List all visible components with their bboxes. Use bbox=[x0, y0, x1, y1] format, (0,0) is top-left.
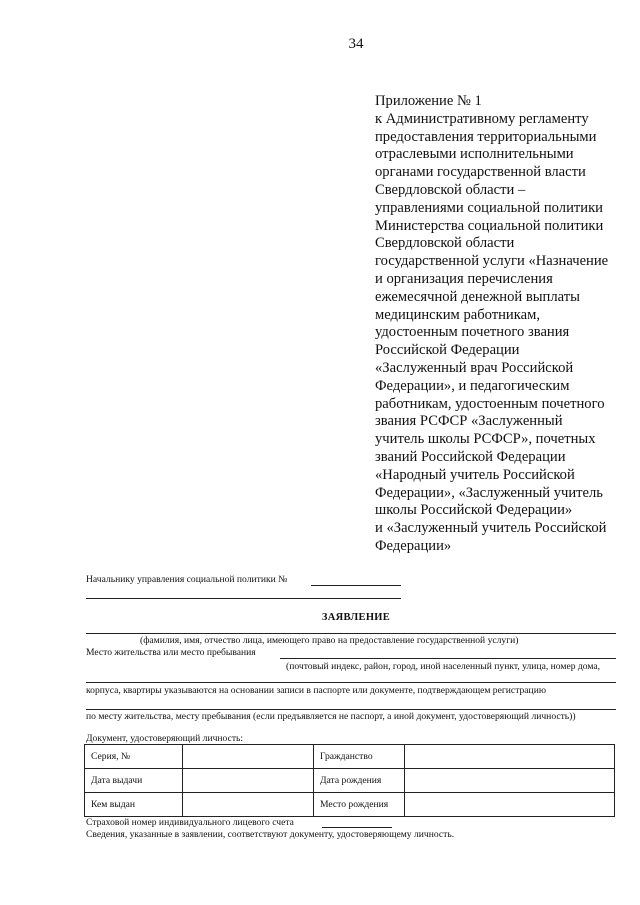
appendix-header bbox=[375, 93, 635, 556]
citizenship-field[interactable] bbox=[405, 745, 615, 769]
appendix-line: отраслевыми исполнительными bbox=[375, 146, 574, 163]
issue-date-label: Дата выдачи bbox=[85, 769, 183, 793]
appendix-line: учитель школы РСФСР», почетных bbox=[375, 431, 596, 448]
full-name-caption: (фамилия, имя, отчество лица, имеющего право на предоставление государственной услуги) bbox=[140, 635, 519, 646]
appendix-line: к Административному регламенту bbox=[375, 110, 589, 127]
table-row bbox=[85, 769, 615, 793]
birth-date-label: Дата рождения bbox=[314, 769, 405, 793]
citizenship-label: Гражданство bbox=[314, 745, 405, 769]
page-number: 34 bbox=[348, 36, 364, 52]
insurance-number-label: Страховой номер индивидуального лицевого счета bbox=[86, 817, 294, 828]
birth-place-field[interactable] bbox=[405, 793, 615, 817]
addressee-name-field[interactable] bbox=[86, 598, 401, 599]
address-field-line-2[interactable] bbox=[86, 682, 616, 683]
appendix-line: удостоенным почетного звания bbox=[375, 324, 570, 341]
appendix-line: Министерства социальной политики bbox=[375, 217, 604, 234]
appendix-line: Федерации», «Заслуженный учитель bbox=[375, 484, 603, 501]
appendix-line: «Народный учитель Российской bbox=[375, 466, 575, 483]
table-row bbox=[85, 745, 615, 769]
appendix-line: звания РСФСР «Заслуженный bbox=[375, 413, 563, 430]
residence-field[interactable] bbox=[280, 658, 616, 659]
appendix-line: работникам, удостоенным почетного bbox=[375, 395, 605, 412]
department-number-field[interactable] bbox=[311, 585, 401, 586]
residence-label: Место жительства или место пребывания bbox=[86, 647, 256, 658]
address-field-line-3[interactable] bbox=[86, 709, 616, 710]
birth-place-label: Место рождения bbox=[314, 793, 405, 817]
insurance-number-field[interactable] bbox=[322, 827, 392, 828]
full-name-field[interactable] bbox=[86, 633, 616, 634]
issue-date-field[interactable] bbox=[183, 769, 314, 793]
appendix-line: «Заслуженный врач Российской bbox=[375, 359, 574, 376]
id-document-table bbox=[84, 744, 615, 817]
issued-by-field[interactable] bbox=[183, 793, 314, 817]
addressee-label: Начальнику управления социальной политики № bbox=[86, 574, 288, 585]
appendix-line: Федерации» bbox=[375, 537, 452, 554]
series-number-label: Серия, № bbox=[85, 745, 183, 769]
appendix-line: медицинским работникам, bbox=[375, 306, 540, 323]
appendix-line: государственной услуги «Назначение bbox=[375, 253, 609, 270]
appendix-line: школы Российской Федерации» bbox=[375, 502, 573, 519]
form-title: ЗАЯВЛЕНИЕ bbox=[321, 612, 391, 623]
appendix-line: Федерации», и педагогическим bbox=[375, 377, 570, 394]
address-caption-1: (почтовый индекс, район, город, иной населенный пункт, улица, номер дома, bbox=[286, 661, 601, 672]
appendix-line: и организация перечисления bbox=[375, 270, 553, 287]
address-caption-2: корпуса, квартиры указываются на основании записи в паспорте или документе, подтверждающем регистрацию bbox=[86, 685, 546, 696]
appendix-line: органами государственной власти bbox=[375, 164, 586, 181]
appendix-line: Приложение № 1 bbox=[375, 93, 482, 109]
confirmation-text: Сведения, указанные в заявлении, соответствуют документу, удостоверяющему личность. bbox=[86, 829, 455, 840]
appendix-line: Свердловской области – bbox=[375, 181, 526, 198]
id-document-label: Документ, удостоверяющий личность: bbox=[86, 733, 244, 744]
appendix-line: управлениями социальной политики bbox=[375, 199, 603, 216]
issued-by-label: Кем выдан bbox=[85, 793, 183, 817]
appendix-line: предоставления территориальными bbox=[375, 128, 597, 145]
appendix-line: Российской Федерации bbox=[375, 342, 520, 359]
series-number-field[interactable] bbox=[183, 745, 314, 769]
appendix-line: Свердловской области bbox=[375, 235, 515, 252]
birth-date-field[interactable] bbox=[405, 769, 615, 793]
address-caption-3: по месту жительства, месту пребывания (если предъявляется не паспорт, а иной документ, удостоверяющий личность)) bbox=[86, 711, 576, 722]
appendix-line: ежемесячной денежной выплаты bbox=[375, 288, 580, 305]
table-row bbox=[85, 793, 615, 817]
appendix-line: званий Российской Федерации bbox=[375, 448, 566, 465]
appendix-line: и «Заслуженный учитель Российской bbox=[375, 520, 607, 537]
